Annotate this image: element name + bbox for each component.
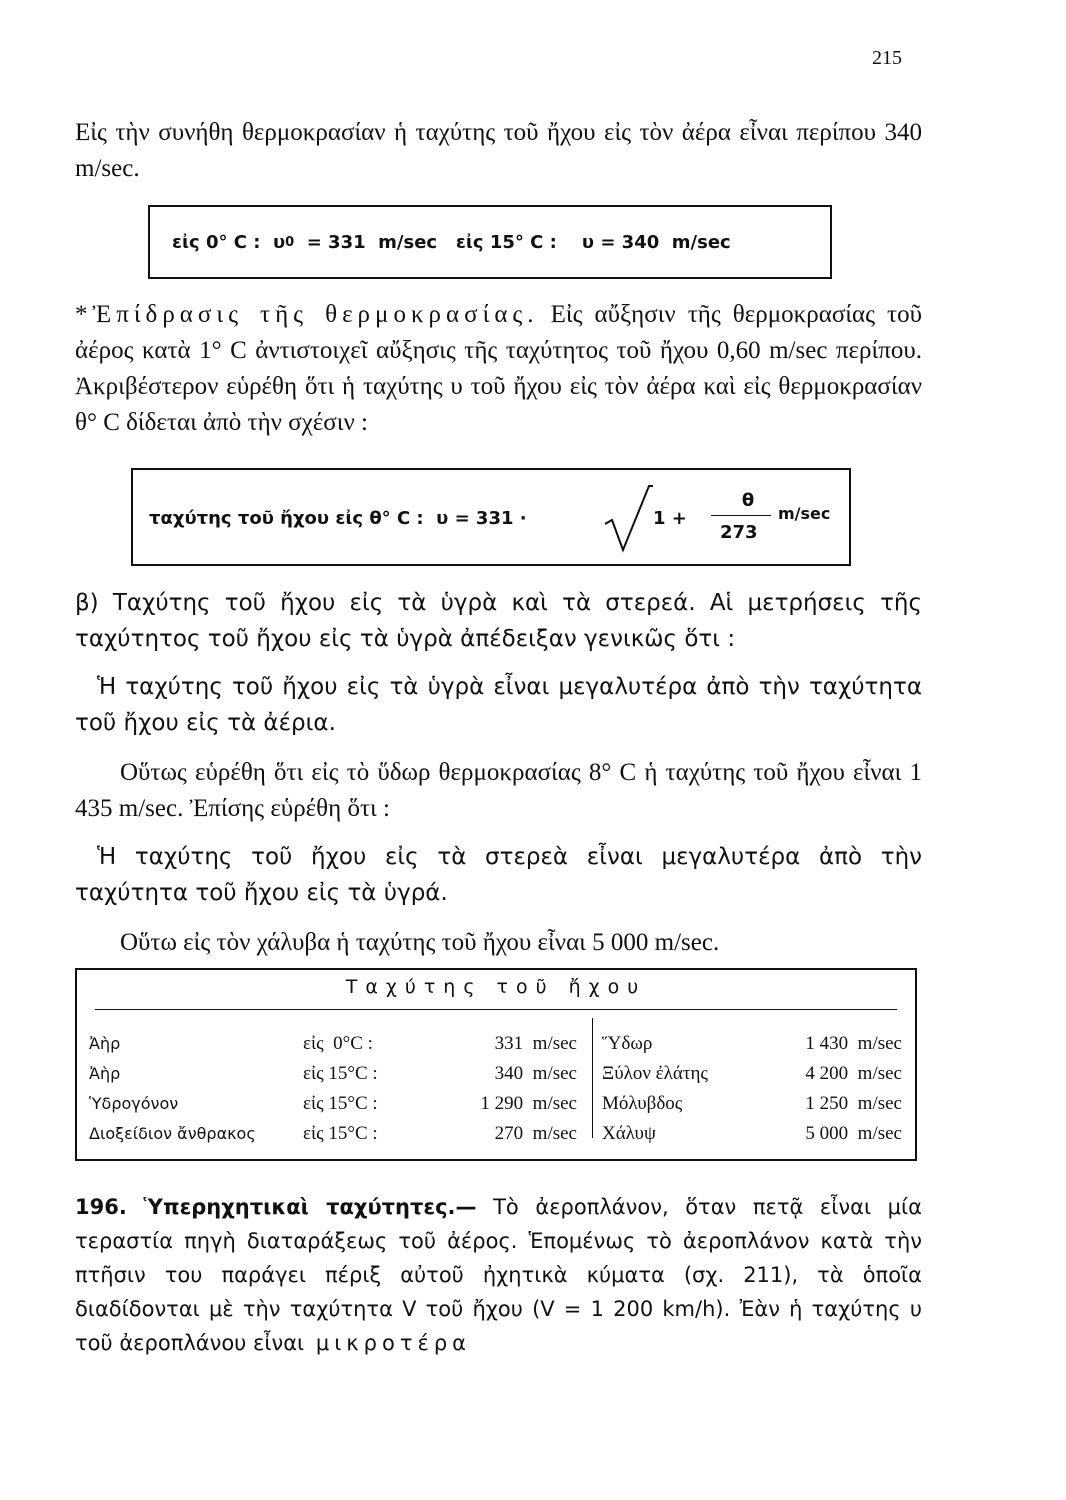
formula-lead: ταχύτης τοῦ ἤχου εἰς θ° C : υ = 331 ·	[149, 508, 527, 529]
table-row-name-right: Μόλυβδος	[602, 1093, 683, 1114]
page-number: 215	[872, 47, 902, 69]
table-title: Ταχύτης τοῦ ἤχου	[345, 976, 647, 998]
section-emphasis: μικροτέρα	[304, 1331, 472, 1355]
sqrt-sign-icon	[603, 484, 653, 554]
table-row-value: 1 290 m/sec	[480, 1093, 577, 1114]
liquids-intro-heading: β) Ταχύτης τοῦ ἤχου εἰς τὰ ὑγρὰ καὶ τὰ στερεά.	[75, 590, 696, 616]
formula-denominator: 273	[720, 522, 758, 543]
speed-box	[148, 205, 832, 279]
table-row-name-right: Χάλυψ	[602, 1123, 656, 1144]
table-header-rule	[95, 1009, 897, 1010]
speed-box-part1: εἰς 0° C : υ	[172, 231, 286, 253]
temperature-influence-paragraph	[75, 297, 922, 441]
section-number: 196.	[75, 1195, 127, 1219]
table-row-value: 331 m/sec	[494, 1033, 577, 1054]
formula-one-plus: 1 +	[653, 508, 687, 529]
rule-solids: Ἡ ταχύτης τοῦ ἤχου εἰς τὰ στερεὰ εἶναι μεγαλυτέρα ἀπὸ τὴν ταχύτητα τοῦ ἤχου εἰς τὰ ὑγρά.	[75, 844, 922, 906]
table-row-value-right: 4 200 m/sec	[805, 1063, 902, 1084]
formula-unit: m/sec	[778, 504, 831, 523]
speed-table	[75, 968, 917, 1161]
table-row-cond: εἰς 0°C :	[303, 1033, 373, 1054]
liquids-intro-text: Αἱ μετρήσεις τῆς ταχύτητος τοῦ ἤχου εἰς τὰ ὑγρὰ ἀπέδειξαν γενικῶς ὅτι :	[75, 590, 922, 652]
intro-paragraph	[75, 115, 922, 187]
speed-box-sub: 0	[285, 234, 295, 250]
table-row-name: Διοξείδιον ἄνθρακος	[89, 1124, 256, 1143]
section-body: Τὸ ἀεροπλάνον, ὅταν πετᾷ εἶναι μία τεραστία πηγὴ διαταράξεως τοῦ ἀέρος. Ἑπομένως τὸ ἀεροπλάνον κατὰ τὴν πτῆσιν του παράγει πέριξ αὐτοῦ ἠχητικὰ κύματα (σχ. 211), τὰ ὁποῖα διαδίδονται μὲ τὴν ταχύτητα V τοῦ ἤχου (V = 1 200 km/h). Ἐὰν ἡ ταχύτης υ τοῦ ἀεροπλάνου εἶναι	[75, 1195, 922, 1355]
table-row-name: Ὑδρογόνον	[89, 1094, 179, 1113]
section-196	[75, 1190, 922, 1360]
table-row-name: Ἀὴρ	[89, 1064, 121, 1083]
intro-text: Εἰς τὴν συνήθη θερμοκρασίαν ἡ ταχύτης τοῦ ἤχου εἰς τὸν ἀέρα εἶναι περίπου 340 m/sec.	[75, 119, 922, 182]
influence-heading: *Ἐπίδρασις τῆς θερμοκρασίας.	[75, 301, 539, 328]
table-row-value-right: 1 250 m/sec	[805, 1093, 902, 1114]
influence-body: Εἰς αὔξησιν τῆς θερμοκρασίας τοῦ ἀέρος κατὰ 1° C ἀντιστοιχεῖ αὔξησις τῆς ταχύτητος τοῦ ἤχου 0,60 m/sec περίπου. Ἀκριβέστερον εὑρέθη ὅτι ἡ ταχύτης υ τοῦ ἤχου εἰς τὸν ἀέρα καὶ εἰς θερμοκρασίαν θ° C δίδεται ἀπὸ τὴν σχέσιν :	[75, 301, 922, 436]
table-row-name-right: Ὕδωρ	[602, 1033, 653, 1054]
table-row-name-right: Ξύλον ἐλάτης	[602, 1063, 708, 1084]
temperature-influence-text	[75, 297, 922, 441]
table-row-cond: εἰς 15°C :	[303, 1123, 378, 1144]
rule-liquids: Ἡ ταχύτης τοῦ ἤχου εἰς τὰ ὑγρὰ εἶναι μεγαλυτέρα ἀπὸ τὴν ταχύτητα τοῦ ἤχου εἰς τὰ ἀέρια.	[75, 674, 922, 736]
table-row-value: 270 m/sec	[494, 1123, 577, 1144]
table-row-value: 340 m/sec	[494, 1063, 577, 1084]
steel-paragraph: Οὕτω εἰς τὸν χάλυβα ἡ ταχύτης τοῦ ἤχου εἶναι 5 000 m/sec.	[120, 929, 720, 956]
table-row-value-right: 1 430 m/sec	[805, 1033, 902, 1054]
liquids-intro	[75, 585, 922, 657]
table-row-value-right: 5 000 m/sec	[805, 1123, 902, 1144]
section-title: Ὑπερηχητικαὶ ταχύτητες.—	[143, 1195, 477, 1219]
table-row-name: Ἀὴρ	[89, 1034, 121, 1053]
table-column-divider	[592, 1018, 593, 1138]
fraction-line	[711, 515, 771, 516]
section-196-text	[75, 1190, 922, 1360]
table-row-cond: εἰς 15°C :	[303, 1093, 378, 1114]
formula-numerator: θ	[741, 490, 755, 511]
water-paragraph: Οὕτως εὑρέθη ὅτι εἰς τὸ ὕδωρ θερμοκρασίας 8° C ἡ ταχύτης τοῦ ἤχου εἶναι 1 435 m/sec. Ἐπίσης εὑρέθη ὅτι :	[75, 759, 922, 822]
speed-box-part2: = 331 m/sec εἰς 15° C : υ = 340 m/sec	[294, 231, 731, 253]
table-row-cond: εἰς 15°C :	[303, 1063, 378, 1084]
liquids-solids-section	[75, 585, 922, 961]
formula-box	[131, 468, 851, 566]
